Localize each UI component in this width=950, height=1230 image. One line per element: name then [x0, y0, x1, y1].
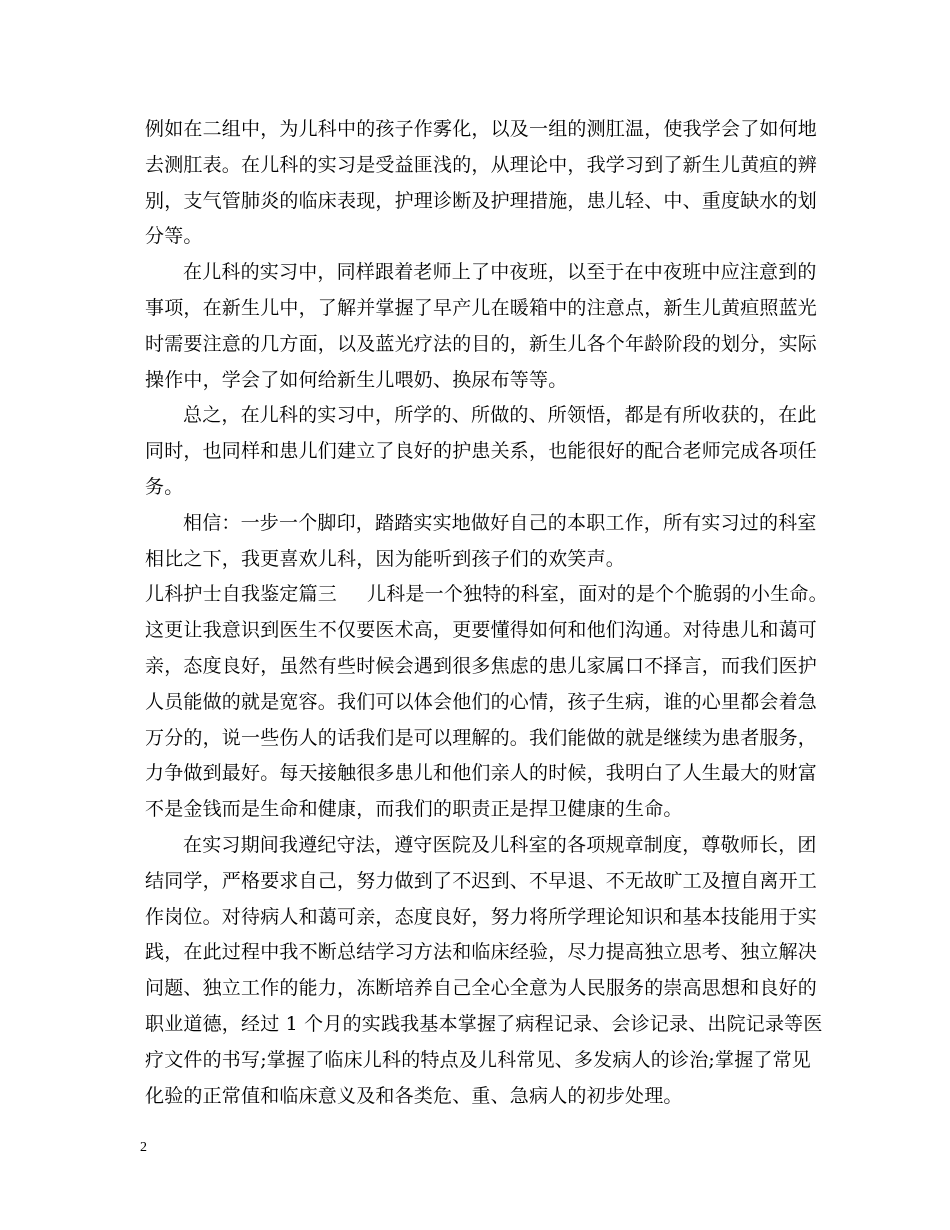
line-text: 事项，在新生儿中，了解并掌握了早产儿在暖箱中的注意点，新生儿黄疸照蓝光: [145, 296, 818, 319]
text-line: [145, 828, 825, 864]
section-heading: 儿科护士自我鉴定篇三: [145, 583, 338, 606]
line-text: 这更让我意识到医生不仅要医术高，更要懂得如何和他们沟通。对待患儿和蔼可: [145, 619, 818, 642]
line-text: 人员能做的就是宽容。我们可以体会他们的心情，孩子生病，谁的心里都会着急: [145, 690, 818, 713]
line-text: 万分的，说一些伤人的话我们是可以理解的。我们能做的就是继续为患者服务，: [145, 726, 818, 749]
line-text: 在儿科的实习中，同样跟着老师上了中夜班，以至于在中夜班中应注意到的: [183, 261, 817, 284]
line-text: 在实习期间我遵纪守法，遵守医院及儿科室的各项规章制度，尊敬师长，团: [183, 833, 817, 856]
text-line: [145, 470, 825, 506]
text-line: [145, 1043, 825, 1079]
line-text: 相比之下，我更喜欢儿科，因为能听到孩子们的欢笑声。: [145, 547, 626, 570]
text-line: [145, 184, 825, 220]
text-line: [145, 613, 825, 649]
line-text: 作岗位。对待病人和蔼可亲，态度良好，努力将所学理论知识和基本技能用于实: [145, 905, 818, 928]
text-line: [145, 434, 825, 470]
line-text: 总之，在儿科的实习中，所学的、所做的、所领悟，都是有所收获的，在此: [183, 404, 817, 427]
text-line: [145, 112, 825, 148]
text-line: [145, 792, 825, 828]
text-line: [145, 935, 825, 971]
text-line: [145, 649, 825, 685]
line-text: 亲，态度良好，虽然有些时候会遇到很多焦虑的患儿家属口不择言，而我们医护: [145, 654, 818, 677]
line-text: 时需要注意的几方面，以及蓝光疗法的目的，新生儿各个年龄阶段的划分，实际: [145, 332, 818, 355]
text-line: [145, 756, 825, 792]
line-text: 践，在此过程中我不断总结学习方法和临床经验，尽力提高独立思考、独立解决: [145, 941, 818, 964]
document-body: [145, 112, 828, 1114]
line-text: 务。: [145, 475, 184, 498]
text-line: [145, 685, 825, 721]
section-heading-line: [145, 577, 828, 613]
line-text: 职业道德，经过 1 个月的实践我基本掌握了病程记录、会诊记录、出院记录等医: [145, 1012, 823, 1035]
text-line: [145, 363, 825, 399]
line-text: 同时，也同样和患儿们建立了良好的护患关系，也能很好的配合老师完成各项任: [145, 440, 818, 463]
line-text: 操作中，学会了如何给新生儿喂奶、换尿布等等。: [145, 368, 568, 391]
text-line: [145, 1079, 825, 1115]
text-line: [145, 721, 825, 757]
text-line: [145, 219, 825, 255]
line-text: 别，支气管肺炎的临床表现，护理诊断及护理措施，患儿轻、中、重度缺水的划: [145, 189, 818, 212]
line-text: 不是金钱而是生命和健康，而我们的职责正是捍卫健康的生命。: [145, 798, 683, 821]
text-line: [145, 542, 825, 578]
text-line: [145, 971, 825, 1007]
line-text: 分等。: [145, 225, 203, 248]
line-text: 去测肛表。在儿科的实习是受益匪浅的，从理论中，我学习到了新生儿黄疸的辨: [145, 153, 818, 176]
text-line: [145, 291, 825, 327]
line-text: 相信：一步一个脚印，踏踏实实地做好自己的本职工作，所有实习过的科室: [183, 511, 817, 534]
line-text: 儿科是一个独特的科室，面对的是个个脆弱的小生命。: [367, 583, 828, 606]
text-line: [145, 398, 825, 434]
text-line: [145, 506, 825, 542]
text-line: [145, 148, 825, 184]
page-number: 2: [140, 1140, 147, 1155]
text-line: [145, 255, 825, 291]
line-text: 例如在二组中，为儿科中的孩子作雾化，以及一组的测肛温，使我学会了如何地: [145, 118, 818, 140]
line-text: 力争做到最好。每天接触很多患儿和他们亲人的时候，我明白了人生最大的财富: [145, 762, 818, 785]
line-text: 疗文件的书写;掌握了临床儿科的特点及儿科常见、多发病人的诊治;掌握了常见: [145, 1048, 812, 1071]
text-line: [145, 327, 825, 363]
text-line: [145, 864, 825, 900]
line-text: 问题、独立工作的能力，冻断培养自己全心全意为人民服务的崇高思想和良好的: [145, 977, 818, 1000]
text-line: [145, 900, 825, 936]
text-line: [145, 1007, 825, 1043]
line-text: 结同学，严格要求自己，努力做到了不迟到、不早退、不无故旷工及擅自离开工: [145, 869, 818, 892]
line-text: 化验的正常值和临床意义及和各类危、重、急病人的初步处理。: [145, 1084, 683, 1107]
